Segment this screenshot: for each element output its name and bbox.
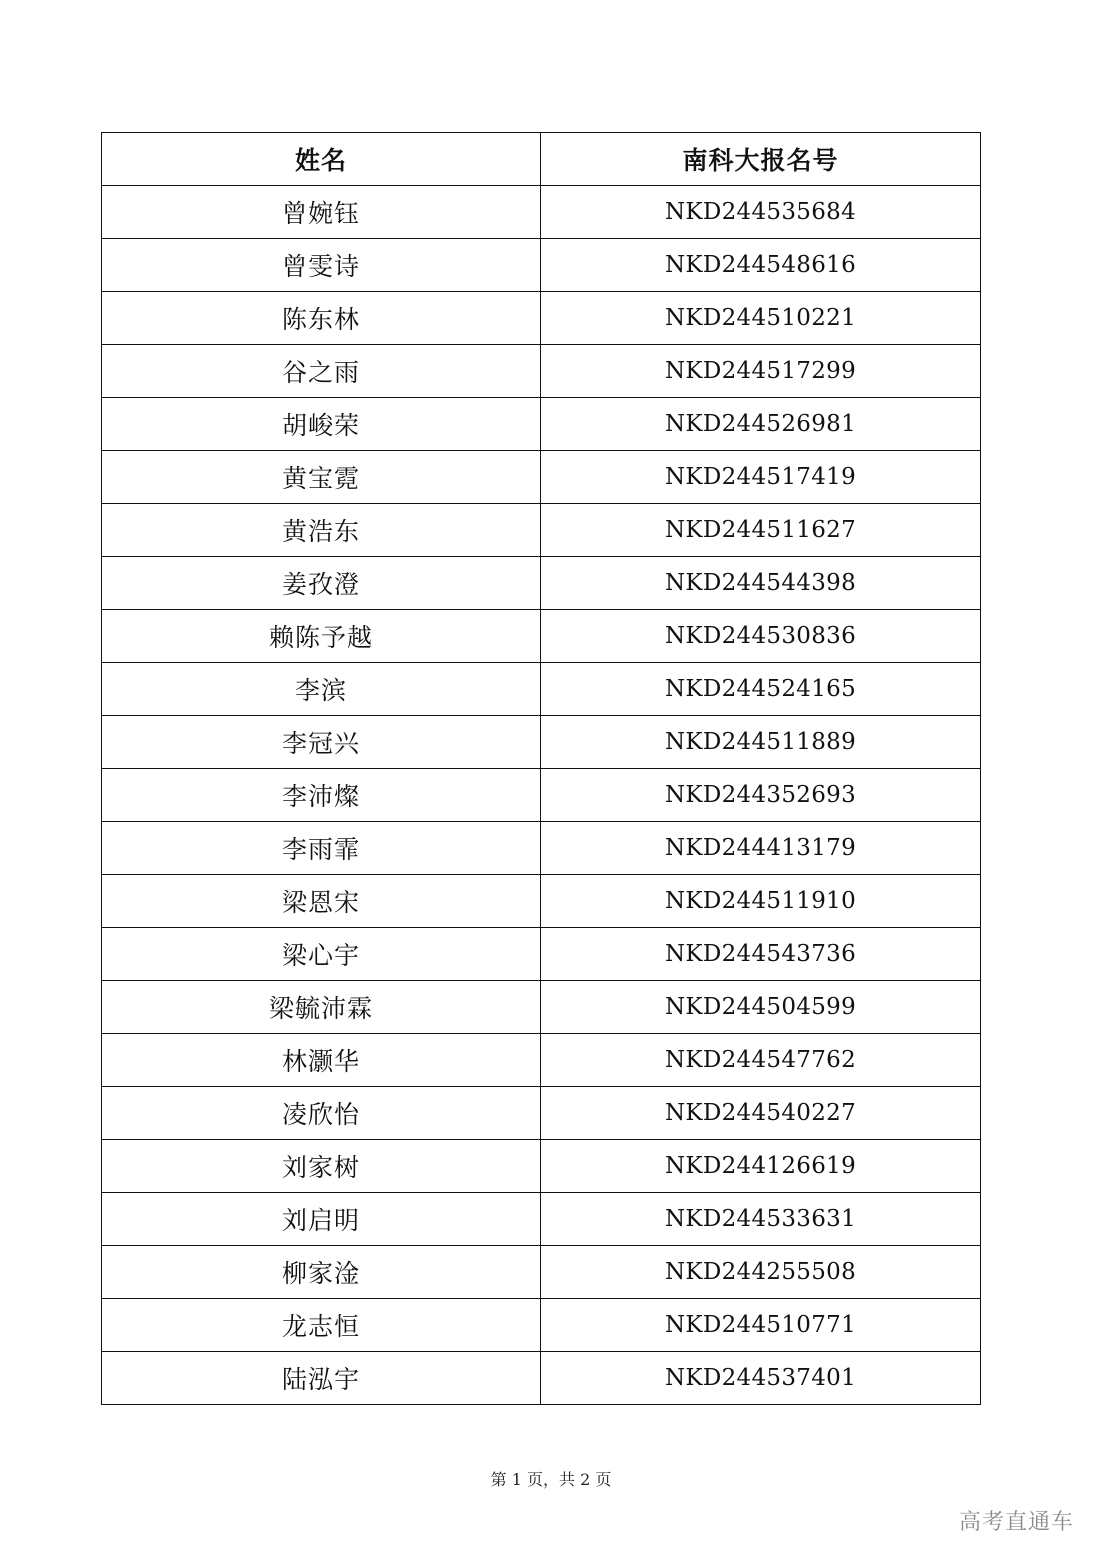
registration-number-cell: NKD244547762 bbox=[541, 1034, 981, 1087]
registration-number-cell: NKD244524165 bbox=[541, 663, 981, 716]
registration-number-cell: NKD244255508 bbox=[541, 1246, 981, 1299]
student-name-cell: 陈东林 bbox=[102, 292, 541, 345]
registration-number-cell: NKD244510221 bbox=[541, 292, 981, 345]
registration-number-cell: NKD244511889 bbox=[541, 716, 981, 769]
table-row bbox=[102, 1246, 981, 1299]
student-name-cell: 李滨 bbox=[102, 663, 541, 716]
student-name-cell: 胡峻荣 bbox=[102, 398, 541, 451]
student-name-cell: 李沛燦 bbox=[102, 769, 541, 822]
student-name-cell: 曾雯诗 bbox=[102, 239, 541, 292]
student-name-cell: 李冠兴 bbox=[102, 716, 541, 769]
registration-number-cell: NKD244548616 bbox=[541, 239, 981, 292]
page-footer: 第 1 页，共 2 页 bbox=[490, 1470, 612, 1489]
registration-number-cell: NKD244504599 bbox=[541, 981, 981, 1034]
student-name-cell: 赖陈予越 bbox=[102, 610, 541, 663]
student-name-cell: 刘家树 bbox=[102, 1140, 541, 1193]
table-row bbox=[102, 1299, 981, 1352]
student-name-cell: 梁心宇 bbox=[102, 928, 541, 981]
table-row bbox=[102, 769, 981, 822]
watermark: 高考直通车 bbox=[958, 1510, 1074, 1535]
registration-number-cell: NKD244535684 bbox=[541, 186, 981, 239]
registration-number-cell: NKD244413179 bbox=[541, 822, 981, 875]
table-row bbox=[102, 239, 981, 292]
table-row bbox=[102, 451, 981, 504]
table-row bbox=[102, 610, 981, 663]
registration-number-cell: NKD244352693 bbox=[541, 769, 981, 822]
registration-number-cell: NKD244126619 bbox=[541, 1140, 981, 1193]
registration-number-cell: NKD244543736 bbox=[541, 928, 981, 981]
registration-number-cell: NKD244511910 bbox=[541, 875, 981, 928]
table-row bbox=[102, 875, 981, 928]
student-name-cell: 李雨霏 bbox=[102, 822, 541, 875]
student-name-cell: 谷之雨 bbox=[102, 345, 541, 398]
student-name-cell: 姜孜澄 bbox=[102, 557, 541, 610]
student-name-cell: 陆泓宇 bbox=[102, 1352, 541, 1405]
table-row bbox=[102, 186, 981, 239]
table-row bbox=[102, 1087, 981, 1140]
student-name-cell: 凌欣怡 bbox=[102, 1087, 541, 1140]
registration-number-cell: NKD244510771 bbox=[541, 1299, 981, 1352]
student-name-cell: 黄宝霓 bbox=[102, 451, 541, 504]
column-header-name: 姓名 bbox=[102, 133, 541, 186]
registration-number-cell: NKD244544398 bbox=[541, 557, 981, 610]
registration-number-cell: NKD244540227 bbox=[541, 1087, 981, 1140]
student-name-cell: 黄浩东 bbox=[102, 504, 541, 557]
student-name-cell: 梁恩宋 bbox=[102, 875, 541, 928]
student-name-cell: 刘启明 bbox=[102, 1193, 541, 1246]
table-row bbox=[102, 398, 981, 451]
table-row bbox=[102, 716, 981, 769]
table-row bbox=[102, 981, 981, 1034]
registration-number-cell: NKD244537401 bbox=[541, 1352, 981, 1405]
table-row bbox=[102, 928, 981, 981]
table-row bbox=[102, 1034, 981, 1087]
table-row bbox=[102, 557, 981, 610]
registration-number-cell: NKD244533631 bbox=[541, 1193, 981, 1246]
registration-number-cell: NKD244517299 bbox=[541, 345, 981, 398]
roster-table-body bbox=[102, 186, 981, 1405]
table-row bbox=[102, 1352, 981, 1405]
registration-number-cell: NKD244526981 bbox=[541, 398, 981, 451]
student-name-cell: 曾婉钰 bbox=[102, 186, 541, 239]
student-name-cell: 龙志恒 bbox=[102, 1299, 541, 1352]
student-name-cell: 林灏华 bbox=[102, 1034, 541, 1087]
table-row bbox=[102, 1193, 981, 1246]
registration-number-cell: NKD244517419 bbox=[541, 451, 981, 504]
table-row bbox=[102, 292, 981, 345]
registration-number-cell: NKD244511627 bbox=[541, 504, 981, 557]
column-header-registration-number: 南科大报名号 bbox=[541, 133, 981, 186]
table-row bbox=[102, 345, 981, 398]
table-row bbox=[102, 504, 981, 557]
roster-table bbox=[101, 132, 981, 1405]
table-row bbox=[102, 663, 981, 716]
table-header-row bbox=[102, 133, 981, 186]
registration-number-cell: NKD244530836 bbox=[541, 610, 981, 663]
table-row bbox=[102, 822, 981, 875]
student-name-cell: 梁毓沛霖 bbox=[102, 981, 541, 1034]
student-name-cell: 柳家淦 bbox=[102, 1246, 541, 1299]
table-row bbox=[102, 1140, 981, 1193]
